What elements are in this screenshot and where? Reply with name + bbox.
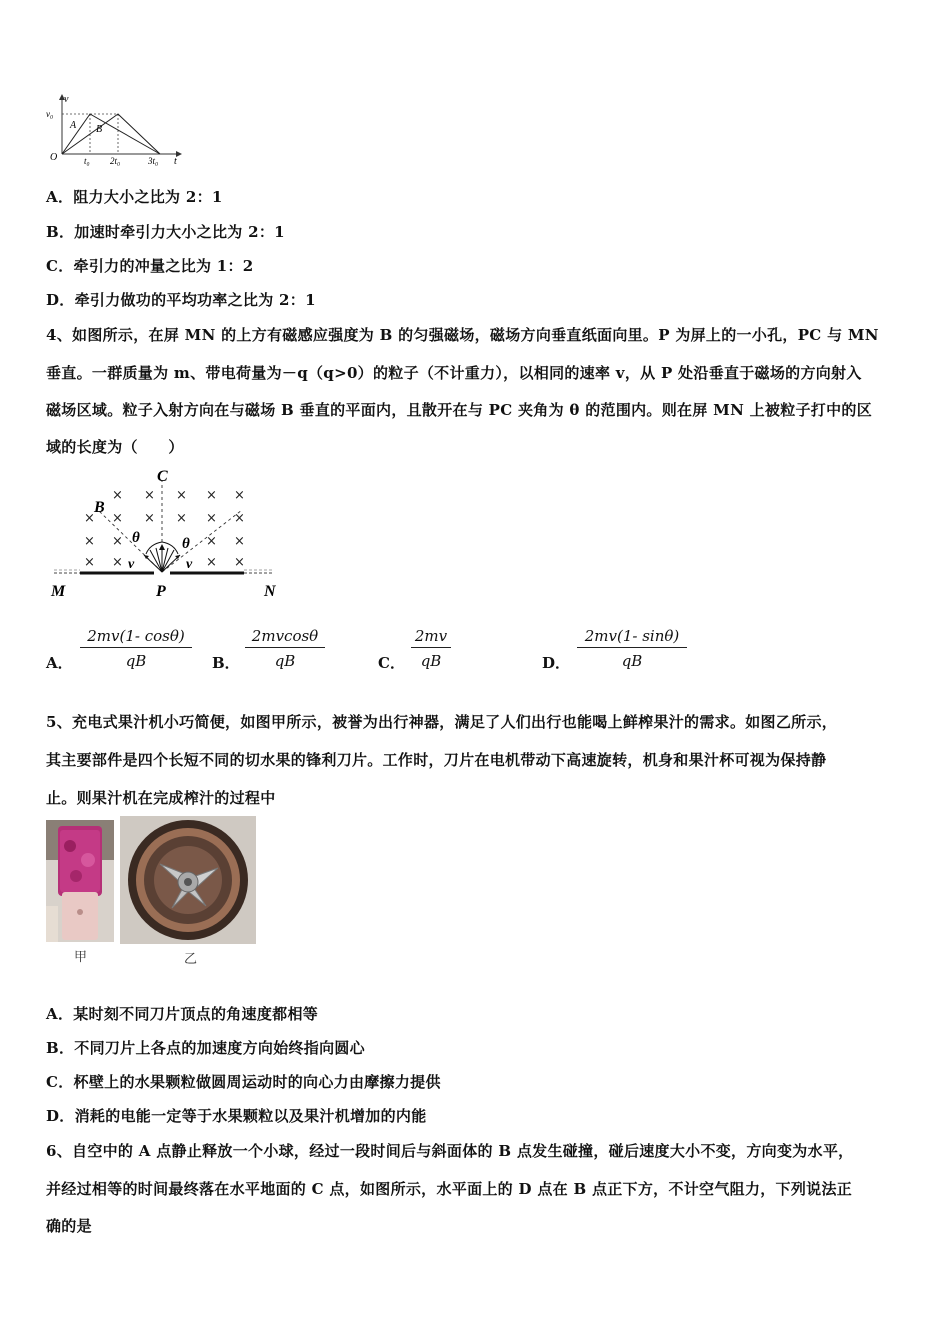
field-cross: ×: [206, 488, 217, 503]
q4-option-d-denominator: qB: [621, 652, 643, 670]
field-cross: ×: [206, 511, 217, 526]
q5-option-c: C．杯壁上的水果颗粒做圆周运动时的向心力由摩擦力提供: [46, 1073, 441, 1091]
q6-stem-line-3: 确的是: [46, 1217, 92, 1235]
vt-graph: [44, 92, 184, 167]
graph-axis-v: v: [64, 94, 69, 105]
graph-origin: O: [50, 152, 58, 163]
q4-option-d-numerator: 2mv(1- sinθ): [577, 627, 687, 648]
field-cross: ×: [176, 511, 187, 526]
q4-stem-line-2: 垂直。一群质量为 m、带电荷量为－q（q>0）的粒子（不计重力），以相同的速率 v，从 P 处沿垂直于磁场的方向射入: [46, 364, 862, 382]
field-cross: ×: [112, 511, 123, 526]
label-theta-left: θ: [132, 530, 140, 546]
q5-stem-line-2: 其主要部件是四个长短不同的切水果的锋利刀片。工作时，刀片在电机带动下高速旋转，机身和果汁杯可视为保持静: [46, 751, 827, 769]
graph-axis-t: t: [174, 156, 177, 167]
q4-option-c-label: C．: [378, 654, 405, 672]
q6-stem-line-1: 6、自空中的 A 点静止释放一个小球，经过一段时间后与斜面体的 B 点发生碰撞，碰后速度大小不变，方向变为水平，: [46, 1142, 854, 1160]
q4-option-a-denominator: qB: [125, 652, 147, 670]
q4-option-c-denominator: qB: [420, 652, 442, 670]
field-cross: ×: [234, 488, 245, 503]
graph-tick-2t0: 2t₀: [110, 156, 121, 166]
caption-yi: 乙: [184, 952, 198, 967]
label-v-right: v: [186, 557, 193, 572]
field-cross: ×: [112, 555, 123, 570]
q4-option-a-label: A．: [46, 654, 73, 672]
q4-option-d-fraction: [577, 627, 687, 670]
field-cross: ×: [206, 534, 217, 549]
q5-stem-line-3: 止。则果汁机在完成榨汁的过程中: [46, 789, 276, 807]
q3-option-c: C．牵引力的冲量之比为 1：2: [46, 257, 254, 275]
field-cross: ×: [206, 555, 217, 570]
field-cross: ×: [144, 511, 155, 526]
q4-option-b-denominator: qB: [274, 652, 296, 670]
q3-option-b: B．加速时牵引力大小之比为 2：1: [46, 223, 285, 241]
q4-option-a-fraction: [80, 627, 192, 670]
q3-option-a: A．阻力大小之比为 2：1: [46, 188, 223, 206]
label-M: M: [51, 583, 66, 600]
graph-label-A: A: [70, 120, 77, 131]
q4-option-b-fraction: [245, 627, 325, 670]
magnetic-field-figure: [46, 466, 286, 601]
field-cross: ×: [84, 511, 95, 526]
label-C: C: [157, 468, 168, 485]
q6-stem-line-2: 并经过相等的时间最终落在水平地面的 C 点，如图所示，水平面上的 D 点在 B 点正下方，不计空气阻力，下列说法正: [46, 1180, 853, 1198]
field-cross: ×: [176, 488, 187, 503]
graph-v0: v₀: [46, 109, 54, 119]
label-B: B: [94, 499, 105, 516]
q5-option-b: B．不同刀片上各点的加速度方向始终指向圆心: [46, 1039, 365, 1057]
field-cross: ×: [234, 555, 245, 570]
juicer-photo-yi: [120, 816, 256, 944]
q4-stem-line-4: 域的长度为（ ）: [46, 438, 184, 456]
field-cross: ×: [112, 534, 123, 549]
juicer-photo-jia: [46, 820, 114, 942]
q3-option-d: D．牵引力做功的平均功率之比为 2：1: [46, 291, 316, 309]
q4-option-a-numerator: 2mv(1- cosθ): [80, 627, 192, 648]
graph-tick-3t0: 3t₀: [148, 156, 159, 166]
label-v-left: v: [128, 557, 135, 572]
q4-option-c-numerator: 2mv: [411, 627, 451, 648]
field-cross: ×: [234, 534, 245, 549]
field-cross: ×: [144, 488, 155, 503]
caption-jia: 甲: [74, 950, 88, 965]
q4-stem-line-3: 磁场区域。粒子入射方向在与磁场 B 垂直的平面内，且散开在与 PC 夹角为 θ 的范围内。则在屏 MN 上被粒子打中的区: [46, 401, 872, 419]
q5-stem-line-1: 5、充电式果汁机小巧简便，如图甲所示，被誉为出行神器，满足了人们出行也能喝上鲜榨果汁的需求。如图乙所示，: [46, 713, 838, 731]
q4-option-b-numerator: 2mvcosθ: [245, 627, 325, 648]
field-cross: ×: [112, 488, 123, 503]
label-theta-right: θ: [182, 536, 190, 552]
q4-option-c-fraction: [411, 627, 451, 670]
label-N: N: [264, 583, 276, 600]
q4-stem-line-1: 4、如图所示，在屏 MN 的上方有磁感应强度为 B 的匀强磁场，磁场方向垂直纸面向里。P 为屏上的一小孔，PC 与 MN: [46, 326, 879, 344]
q5-option-a: A．某时刻不同刀片顶点的角速度都相等: [46, 1005, 319, 1023]
q4-option-d-label: D．: [542, 654, 571, 672]
field-cross: ×: [84, 534, 95, 549]
field-cross: ×: [234, 511, 245, 526]
q4-option-b-label: B．: [212, 654, 240, 672]
q5-option-d: D．消耗的电能一定等于水果颗粒以及果汁机增加的内能: [46, 1107, 427, 1125]
label-P: P: [156, 583, 166, 600]
graph-tick-t0: t₀: [84, 156, 90, 166]
field-cross: ×: [84, 555, 95, 570]
graph-label-B: B: [96, 124, 103, 135]
